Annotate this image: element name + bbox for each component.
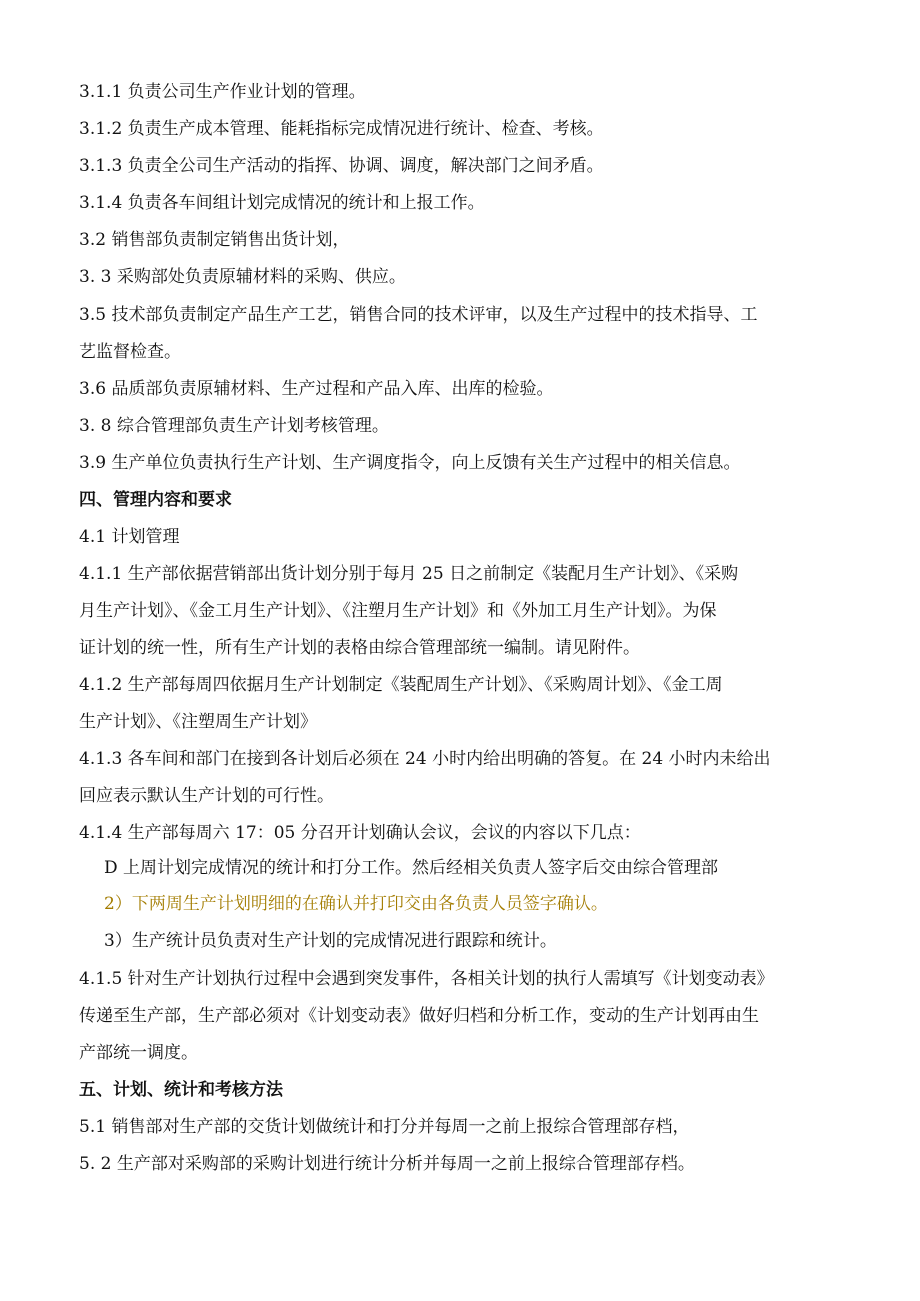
clause-4-1-5-line1: 4.1.5 针对生产计划执行过程中会遇到突发事件，各相关计划的执行人需填写《计划变动表》 — [79, 969, 774, 989]
clause-3-1-3: 3.1.3 负责全公司生产活动的指挥、协调、调度，解决部门之间矛盾。 — [79, 156, 604, 176]
clause-3-1-2: 3.1.2 负责生产成本管理、能耗指标完成情况进行统计、检查、考核。 — [79, 119, 604, 139]
clause-4-1-2-line2: 生产计划》、《注塑周生产计划》 — [79, 712, 317, 732]
meeting-item-1: D 上周计划完成情况的统计和打分工作。然后经相关负责人签字后交由综合管理部 — [104, 858, 719, 878]
clause-4-1-1-line1: 4.1.1 生产部依据营销部出货计划分别于每月 25 日之前制定《装配月生产计划》、《采购 — [79, 564, 739, 584]
clause-4-1-3-line1: 4.1.3 各车间和部门在接到各计划后必须在 24 小时内给出明确的答复。在 24 小时内未给出 — [79, 749, 771, 769]
section-heading-4: 四、管理内容和要求 — [79, 490, 232, 510]
clause-5-2: 5. 2 生产部对采购部的采购计划进行统计分析并每周一之前上报综合管理部存档。 — [79, 1154, 695, 1174]
clause-4-1-1-line3: 证计划的统一性，所有生产计划的表格由综合管理部统一编制。请见附件。 — [79, 638, 640, 658]
clause-3-8: 3. 8 综合管理部负责生产计划考核管理。 — [79, 416, 389, 436]
clause-4-1-5-line3: 产部统一调度。 — [79, 1043, 198, 1063]
clause-3-1-1: 3.1.1 负责公司生产作业计划的管理。 — [79, 82, 366, 102]
meeting-item-2: 2）下两周生产计划明细的在确认并打印交由各负责人员签字确认。 — [104, 894, 608, 914]
clause-4-1-2-line1: 4.1.2 生产部每周四依据月生产计划制定《装配周生产计划》、《采购周计划》、《金工周 — [79, 675, 723, 695]
clause-5-1: 5.1 销售部对生产部的交货计划做统计和打分并每周一之前上报综合管理部存档， — [79, 1117, 690, 1137]
clause-3-6: 3.6 品质部负责原辅材料、生产过程和产品入库、出库的检验。 — [79, 379, 554, 399]
clause-3-2: 3.2 销售部负责制定销售出货计划， — [79, 230, 350, 250]
clause-3-1-4: 3.1.4 负责各车间组计划完成情况的统计和上报工作。 — [79, 193, 485, 213]
clause-3-3: 3. 3 采购部处负责原辅材料的采购、供应。 — [79, 267, 406, 287]
clause-4-1-3-line2: 回应表示默认生产计划的可行性。 — [79, 786, 334, 806]
meeting-item-3: 3）生产统计员负责对生产计划的完成情况进行跟踪和统计。 — [104, 931, 557, 951]
clause-4-1-1-line2: 月生产计划》、《金工月生产计划》、《注塑月生产计划》和《外加工月生产计划》。为保 — [79, 601, 717, 621]
clause-3-9: 3.9 生产单位负责执行生产计划、生产调度指令，向上反馈有关生产过程中的相关信息。 — [79, 453, 741, 473]
clause-4-1: 4.1 计划管理 — [79, 527, 180, 547]
clause-3-5-line2: 艺监督检查。 — [79, 342, 181, 362]
section-heading-5: 五、计划、统计和考核方法 — [79, 1080, 283, 1100]
clause-4-1-5-line2: 传递至生产部，生产部必须对《计划变动表》做好归档和分析工作，变动的生产计划再由生 — [79, 1006, 759, 1026]
clause-3-5-line1: 3.5 技术部负责制定产品生产工艺，销售合同的技术评审，以及生产过程中的技术指导、工 — [79, 305, 758, 325]
clause-4-1-4: 4.1.4 生产部每周六 17：05 分召开计划确认会议，会议的内容以下几点： — [79, 823, 641, 843]
